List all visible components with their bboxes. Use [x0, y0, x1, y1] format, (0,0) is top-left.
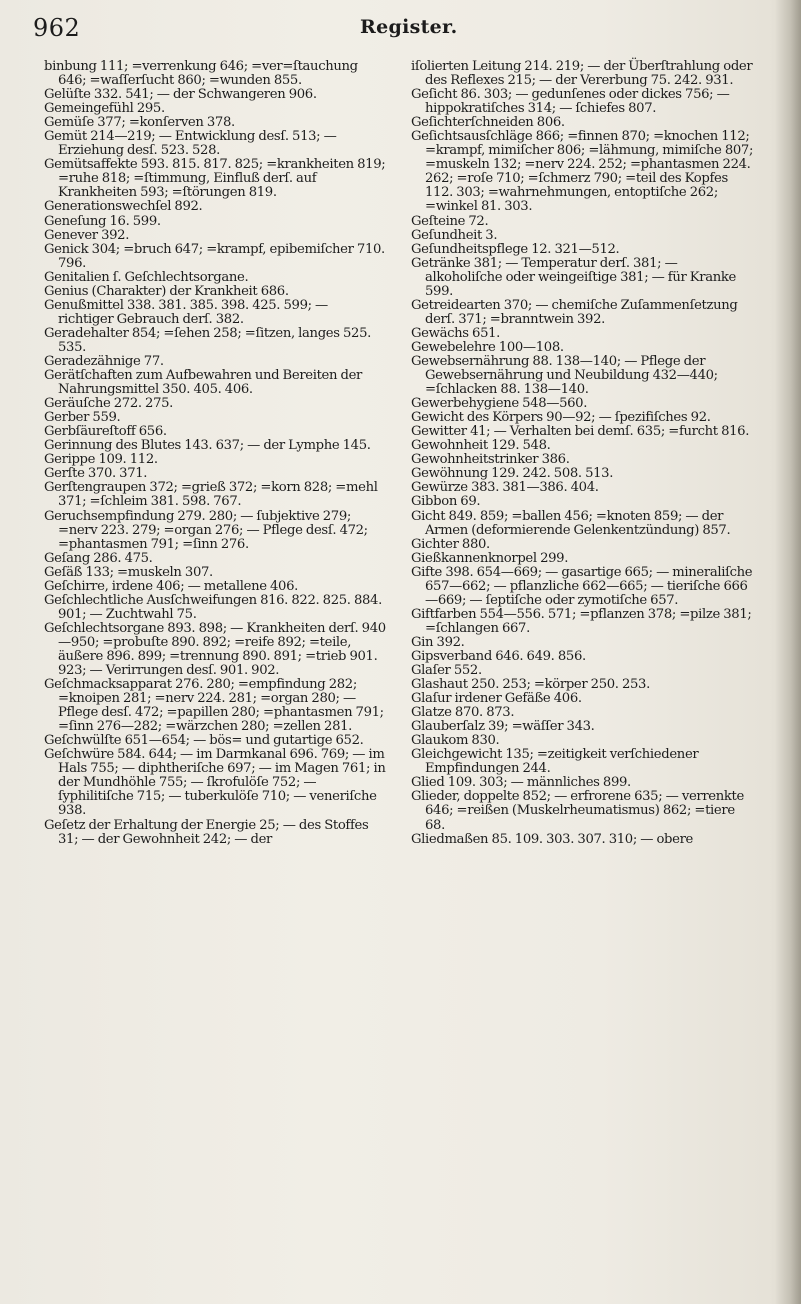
index-entry: Geſicht 86. 303; — gedunſenes oder dickes 756; — hippokratiſches 314; — ſchiefes 807. — [411, 87, 730, 117]
index-entry: Gewitter 41; — Verhalten bei demſ. 635; =furcht 816. — [411, 424, 750, 440]
index-column-left — [44, 60, 386, 847]
index-entry: Gewerbehygiene 548—560. — [411, 396, 588, 412]
index-entry: Genever 392. — [44, 227, 130, 243]
index-entry: Geſteine 72. — [411, 213, 489, 229]
index-entry: Gerätſchaften zum Aufbewahren und Bereiten der Nahrungsmittel 350. 405. 406. — [44, 368, 362, 398]
index-entry: Geſchlechtliche Ausſchweifungen 816. 822. 825. 884. 901; — Zuchtwahl 75. — [44, 592, 382, 622]
index-entry: iſolierten Leitung 214. 219; — der Überſtrahlung oder des Reflexes 215; — der Vererbung 75. 242. 931. — [411, 59, 753, 89]
index-entry: Geſchwülſte 651—654; — bös= und gutartige 652. — [44, 733, 364, 749]
index-entry: Geſichterſchneiden 806. — [411, 115, 565, 131]
index-entry: Giftfarben 554—556. 571; =pflanzen 378; =pilze 381; =ſchlangen 667. — [411, 606, 752, 636]
index-entry: Glaſur irdener Gefäße 406. — [411, 691, 582, 707]
index-entry: Gerinnung des Blutes 143. 637; — der Lymphe 145. — [44, 438, 371, 454]
index-entry: Gerbſäureſtoff 656. — [44, 424, 167, 440]
index-entry: Glauberſalz 39; =wäſſer 343. — [411, 719, 595, 735]
index-entry: Gewächs 651. — [411, 325, 500, 341]
index-entry: Glaukom 830. — [411, 733, 500, 749]
page-number: 962 — [33, 14, 81, 42]
index-entry: Geruchsempfindung 279. 280; — ſubjektive 279; =nerv 223. 279; =organ 276; — Pflege desſ. 472; =phantasmen 791; =ſinn 276. — [44, 508, 368, 552]
index-entry: Gerſtengraupen 372; =grieß 372; =korn 828; =mehl 371; =ſchleim 381. 598. 767. — [44, 480, 378, 510]
index-entry: Geradezähnige 77. — [44, 353, 164, 369]
index-entry: Gifte 398. 654—669; — gasartige 665; — mineraliſche 657—662; — pflanzliche 662—665; — tieriſche 666—669; — ſeptiſche oder zymotiſche 657. — [411, 564, 753, 608]
index-entry: Gerſte 370. 371. — [44, 466, 148, 482]
index-entry: Glied 109. 303; — männliches 899. — [411, 775, 631, 791]
index-entry: Genußmittel 338. 381. 385. 398. 425. 599; — richtiger Gebrauch derſ. 382. — [44, 297, 328, 327]
index-entry: Gewöhnung 129. 242. 508. 513. — [411, 466, 614, 482]
index-entry: Genitalien ſ. Geſchlechtsorgane. — [44, 269, 249, 285]
index-entry: Gelüſte 332. 541; — der Schwangeren 906. — [44, 87, 317, 103]
index-entry: Gewohnheitstrinker 386. — [411, 452, 570, 468]
index-entry: Geſchmacksapparat 276. 280; =empfindung 282; =knoipen 281; =nerv 224. 281; =organ 280; — Pflege desſ. 472; =papillen 280; =phantasmen 791; =ſinn 276—282; =wärzchen 280; =zellen 281. — [44, 677, 384, 735]
page-edge-shadow — [775, 0, 801, 1304]
index-entry: Geſichtsausſchläge 866; =finnen 870; =knochen 112; =krampf, mimiſcher 806; =lähmung, mimiſche 807; =muskeln 132; =nerv 224. 252; =phantasmen 224. 262; =roſe 710; =ſchmerz 790; =teil des Kopfes 112. 303; =wahrnehmungen, entoptiſche 262; =winkel 81. 303. — [411, 129, 754, 215]
index-entry: Gemeingefühl 295. — [44, 101, 165, 117]
index-entry: Gewürze 383. 381—386. 404. — [411, 480, 599, 496]
page-header — [0, 10, 801, 50]
running-head: Register. — [360, 16, 458, 38]
index-entry: Gichter 880. — [411, 536, 490, 552]
index-entry: Gewohnheit 129. 548. — [411, 438, 551, 454]
index-entry: Generationswechſel 892. — [44, 199, 203, 215]
index-entry: Gerippe 109. 112. — [44, 452, 158, 468]
index-entry: Geſäß 133; =muskeln 307. — [44, 564, 213, 580]
index-entry: Gipsverband 646. 649. 856. — [411, 648, 586, 664]
index-entry: Geſchirre, irdene 406; — metallene 406. — [44, 578, 298, 594]
index-entry: Geradehalter 854; =ſehen 258; =ſitzen, langes 525. 535. — [44, 325, 371, 355]
index-entry: Gemüt 214—219; — Entwicklung desſ. 513; — Erziehung desſ. 523. 528. — [44, 129, 337, 159]
index-entry: Geneſung 16. 599. — [44, 213, 161, 229]
index-entry: Geſundheit 3. — [411, 227, 498, 243]
index-entry: Gleichgewicht 135; =zeitigkeit verſchiedener Empfindungen 244. — [411, 747, 699, 777]
index-entry: Gewebelehre 100—108. — [411, 339, 564, 355]
index-entry: Gemütsaffekte 593. 815. 817. 825; =krankheiten 819; =ruhe 818; =ſtimmung, Einfluß derſ. auf Krankheiten 593; =ſtörungen 819. — [44, 157, 386, 201]
index-entry: Genius (Charakter) der Krankheit 686. — [44, 283, 289, 299]
index-entry: Gibbon 69. — [411, 494, 481, 510]
index-entry: Glashaut 250. 253; =körper 250. 253. — [411, 677, 650, 693]
index-column-right — [411, 60, 755, 847]
index-entry: Glieder, doppelte 852; — erfrorene 635; — verrenkte 646; =reißen (Muskelrheumatismus) 862; =tiere 68. — [411, 789, 744, 833]
index-entry: Geſundheitspflege 12. 321—512. — [411, 241, 620, 257]
index-entry: Getreidearten 370; — chemiſche Zuſammenſetzung derſ. 371; =branntwein 392. — [411, 297, 738, 327]
index-entry: Geſchwüre 584. 644; — im Darmkanal 696. 769; — im Hals 755; — diphtheriſche 697; — im Magen 761; in der Mundhöhle 755; — ſkrofulöſe 752; — ſyphilitiſche 715; — tuberkulöſe 710; — veneriſche 938. — [44, 747, 386, 819]
index-entry: Gewebsernährung 88. 138—140; — Pflege der Gewebsernährung und Neubildung 432—440; =ſchlacken 88. 138—140. — [411, 353, 718, 398]
index-entry: Gewicht des Körpers 90—92; — ſpezifiſches 92. — [411, 410, 711, 426]
index-entry: Geräuſche 272. 275. — [44, 396, 174, 412]
index-entry: Gicht 849. 859; =ballen 456; =knoten 859; — der Armen (deformierende Gelenkentzündung) 857. — [411, 508, 731, 538]
index-entry: Geſang 286. 475. — [44, 550, 153, 566]
index-entry: Gerber 559. — [44, 410, 121, 426]
index-entry: Glaſer 552. — [411, 663, 482, 679]
index-entry: Geſetz der Erhaltung der Energie 25; — des Stoffes 31; — der Gewohnheit 242; — der — [44, 817, 369, 847]
index-entry: binbung 111; =verrenkung 646; =ver=ſtauchung 646; =waſſerſucht 860; =wunden 855. — [44, 59, 358, 89]
index-entry: Gemüſe 377; =konſerven 378. — [44, 115, 235, 131]
index-entry: Genick 304; =bruch 647; =krampf, epibemiſcher 710. 796. — [44, 241, 385, 271]
index-entry: Glatze 870. 873. — [411, 705, 515, 721]
index-entry: Geſchlechtsorgane 893. 898; — Krankheiten derſ. 940—950; =probuſte 890. 892; =reife 892; =teile, äußere 896. 899; =trennung 890. 891; =trieb 901. 923; — Verirrungen desſ. 901. 902. — [44, 620, 386, 679]
index-entry: Gin 392. — [411, 634, 465, 650]
index-entry: Gießkannenknorpel 299. — [411, 550, 569, 566]
index-entry: Gliedmaßen 85. 109. 303. 307. 310; — obere — [411, 831, 693, 847]
index-entry: Getränke 381; — Temperatur derſ. 381; — alkoholiſche oder weingeiſtige 381; — für Kranke 599. — [411, 255, 736, 299]
